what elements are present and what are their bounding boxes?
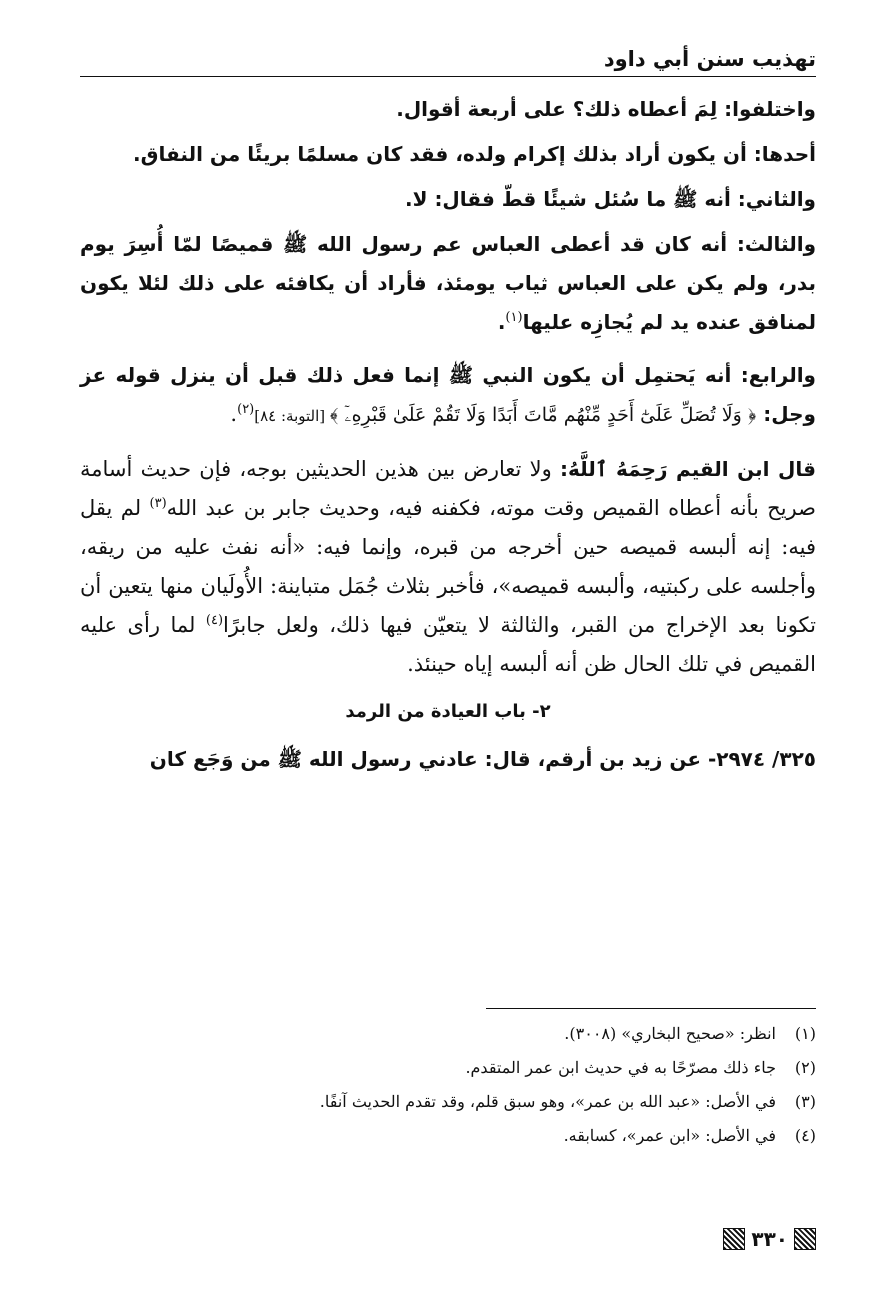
paragraph-3 — [80, 180, 816, 219]
main-text — [80, 90, 816, 785]
paragraph-2-text: أحدها: أن يكون أراد بذلك إكرام ولده، فقد كان مسلمًا بريئًا من النفاق. — [133, 142, 816, 166]
footnotes — [80, 1008, 816, 1155]
page-number-block — [723, 1224, 816, 1254]
paragraph-2 — [80, 135, 816, 174]
paragraph-5-text: والرابع: أنه يَحتمِل أن يكون النبي ﷺ إنما فعل ذلك قبل أن ينزل قوله عز وجل: — [80, 363, 816, 426]
ornament-right-icon — [794, 1228, 816, 1250]
header-rule — [80, 76, 816, 77]
footnote-4-number: (٤) — [794, 1126, 816, 1145]
footnote-ref-1[interactable]: (١) — [505, 310, 523, 325]
page-number: ٣٣٠ — [751, 1227, 788, 1251]
paragraph-6-part-a: ولا تعارض بين هذين الحديثين بوجه، فإن حديث أسامة صريح بأنه أعطاه القميص وقت موته، فكفنه فيه، وحديث جابر بن عبد الله — [80, 457, 816, 520]
book-title: تهذيب سنن أبي داود — [603, 47, 816, 71]
hadith-text: عن زيد بن أرقم، قال: عادني رسول الله ﷺ من وَجَع كان — [149, 747, 708, 771]
running-header — [80, 44, 816, 80]
paragraph-5-end: . — [230, 402, 238, 426]
footnote-3-text: في الأصل: «عبد الله بن عمر»، وهو سبق قلم، وقد تقدم الحديث آنفًا. — [319, 1092, 776, 1111]
hadith-number: ٣٢٥/ ٢٩٧٤- — [707, 747, 816, 771]
footnote-1-number: (١) — [794, 1024, 816, 1043]
footnote-2-number: (٢) — [794, 1058, 816, 1077]
footnote-ref-2[interactable]: (٢) — [237, 402, 255, 417]
footnote-2-text: جاء ذلك مصرّحًا به في حديث ابن عمر المتقدم. — [465, 1058, 776, 1077]
ornament-left-icon — [723, 1228, 745, 1250]
footnote-4-text: في الأصل: «ابن عمر»، كسابقه. — [563, 1126, 776, 1145]
paragraph-6-part-b: لم يقل فيه: إنه ألبسه قميصه حين أخرجه من قبره، وإنما فيه: «أنه نفث عليه من ريقه، وأجلسه على ركبتيه، وألبسه قميصه»، فأخبر بثلاث جُمَل متباينة: الأُولَيان منها يتعين أن تكونا بعد الإخراج من القبر، والثالثة لا يتعيّن فيها ذلك، ولعل جابرًا — [80, 496, 816, 637]
paragraph-3-text: والثاني: أنه ﷺ ما سُئل شيئًا قطّ فقال: لا. — [404, 187, 816, 211]
paragraph-1 — [80, 90, 816, 129]
footnote-4 — [80, 1121, 816, 1151]
footnote-1-text: انظر: «صحيح البخاري» (٣٠٠٨). — [564, 1024, 776, 1043]
paragraph-4 — [80, 225, 816, 342]
ibn-qayyim-lead: قال ابن القيم رَحِمَهُ ٱللَّهُ: — [559, 457, 817, 481]
footnote-3-number: (٣) — [794, 1092, 816, 1111]
footnote-1 — [80, 1019, 816, 1049]
paragraph-6-part-c: لما رأى عليه القميص في تلك الحال ظن أنه ألبسه إياه حينئذ. — [80, 613, 816, 676]
footnote-3 — [80, 1087, 816, 1117]
paragraph-5 — [80, 356, 816, 436]
verse-reference: [التوبة: ٨٤] — [254, 407, 330, 425]
paragraph-1-text: واختلفوا: لِمَ أعطاه ذلك؟ على أربعة أقوال. — [396, 97, 816, 121]
footnote-2 — [80, 1053, 816, 1083]
footnote-rule — [486, 1008, 816, 1009]
footnote-ref-3[interactable]: (٣) — [149, 496, 167, 511]
paragraph-6 — [80, 450, 816, 684]
footnote-ref-4[interactable]: (٤) — [205, 613, 224, 628]
section-title: ٢- باب العيادة من الرمد — [345, 701, 551, 722]
quran-verse: ﴿ وَلَا تُصَلِّ عَلَىٰٓ أَحَدٍ مِّنْهُم مَّاتَ أَبَدًا وَلَا تَقُمْ عَلَىٰ قَبْرِهِۦٓ ﴾ — [329, 404, 757, 426]
hadith-paragraph — [80, 740, 816, 779]
paragraph-4-text: والثالث: أنه كان قد أعطى العباس عم رسول الله ﷺ قميصًا لمّا أُسِرَ يوم بدر، ولم يكن على العباس ثياب يومئذ، فأراد أن يكافئه على ذلك لئلا يكون لمنافق عنده يد لم يُجازِه عليها — [80, 232, 816, 334]
paragraph-4-end: . — [497, 310, 506, 334]
